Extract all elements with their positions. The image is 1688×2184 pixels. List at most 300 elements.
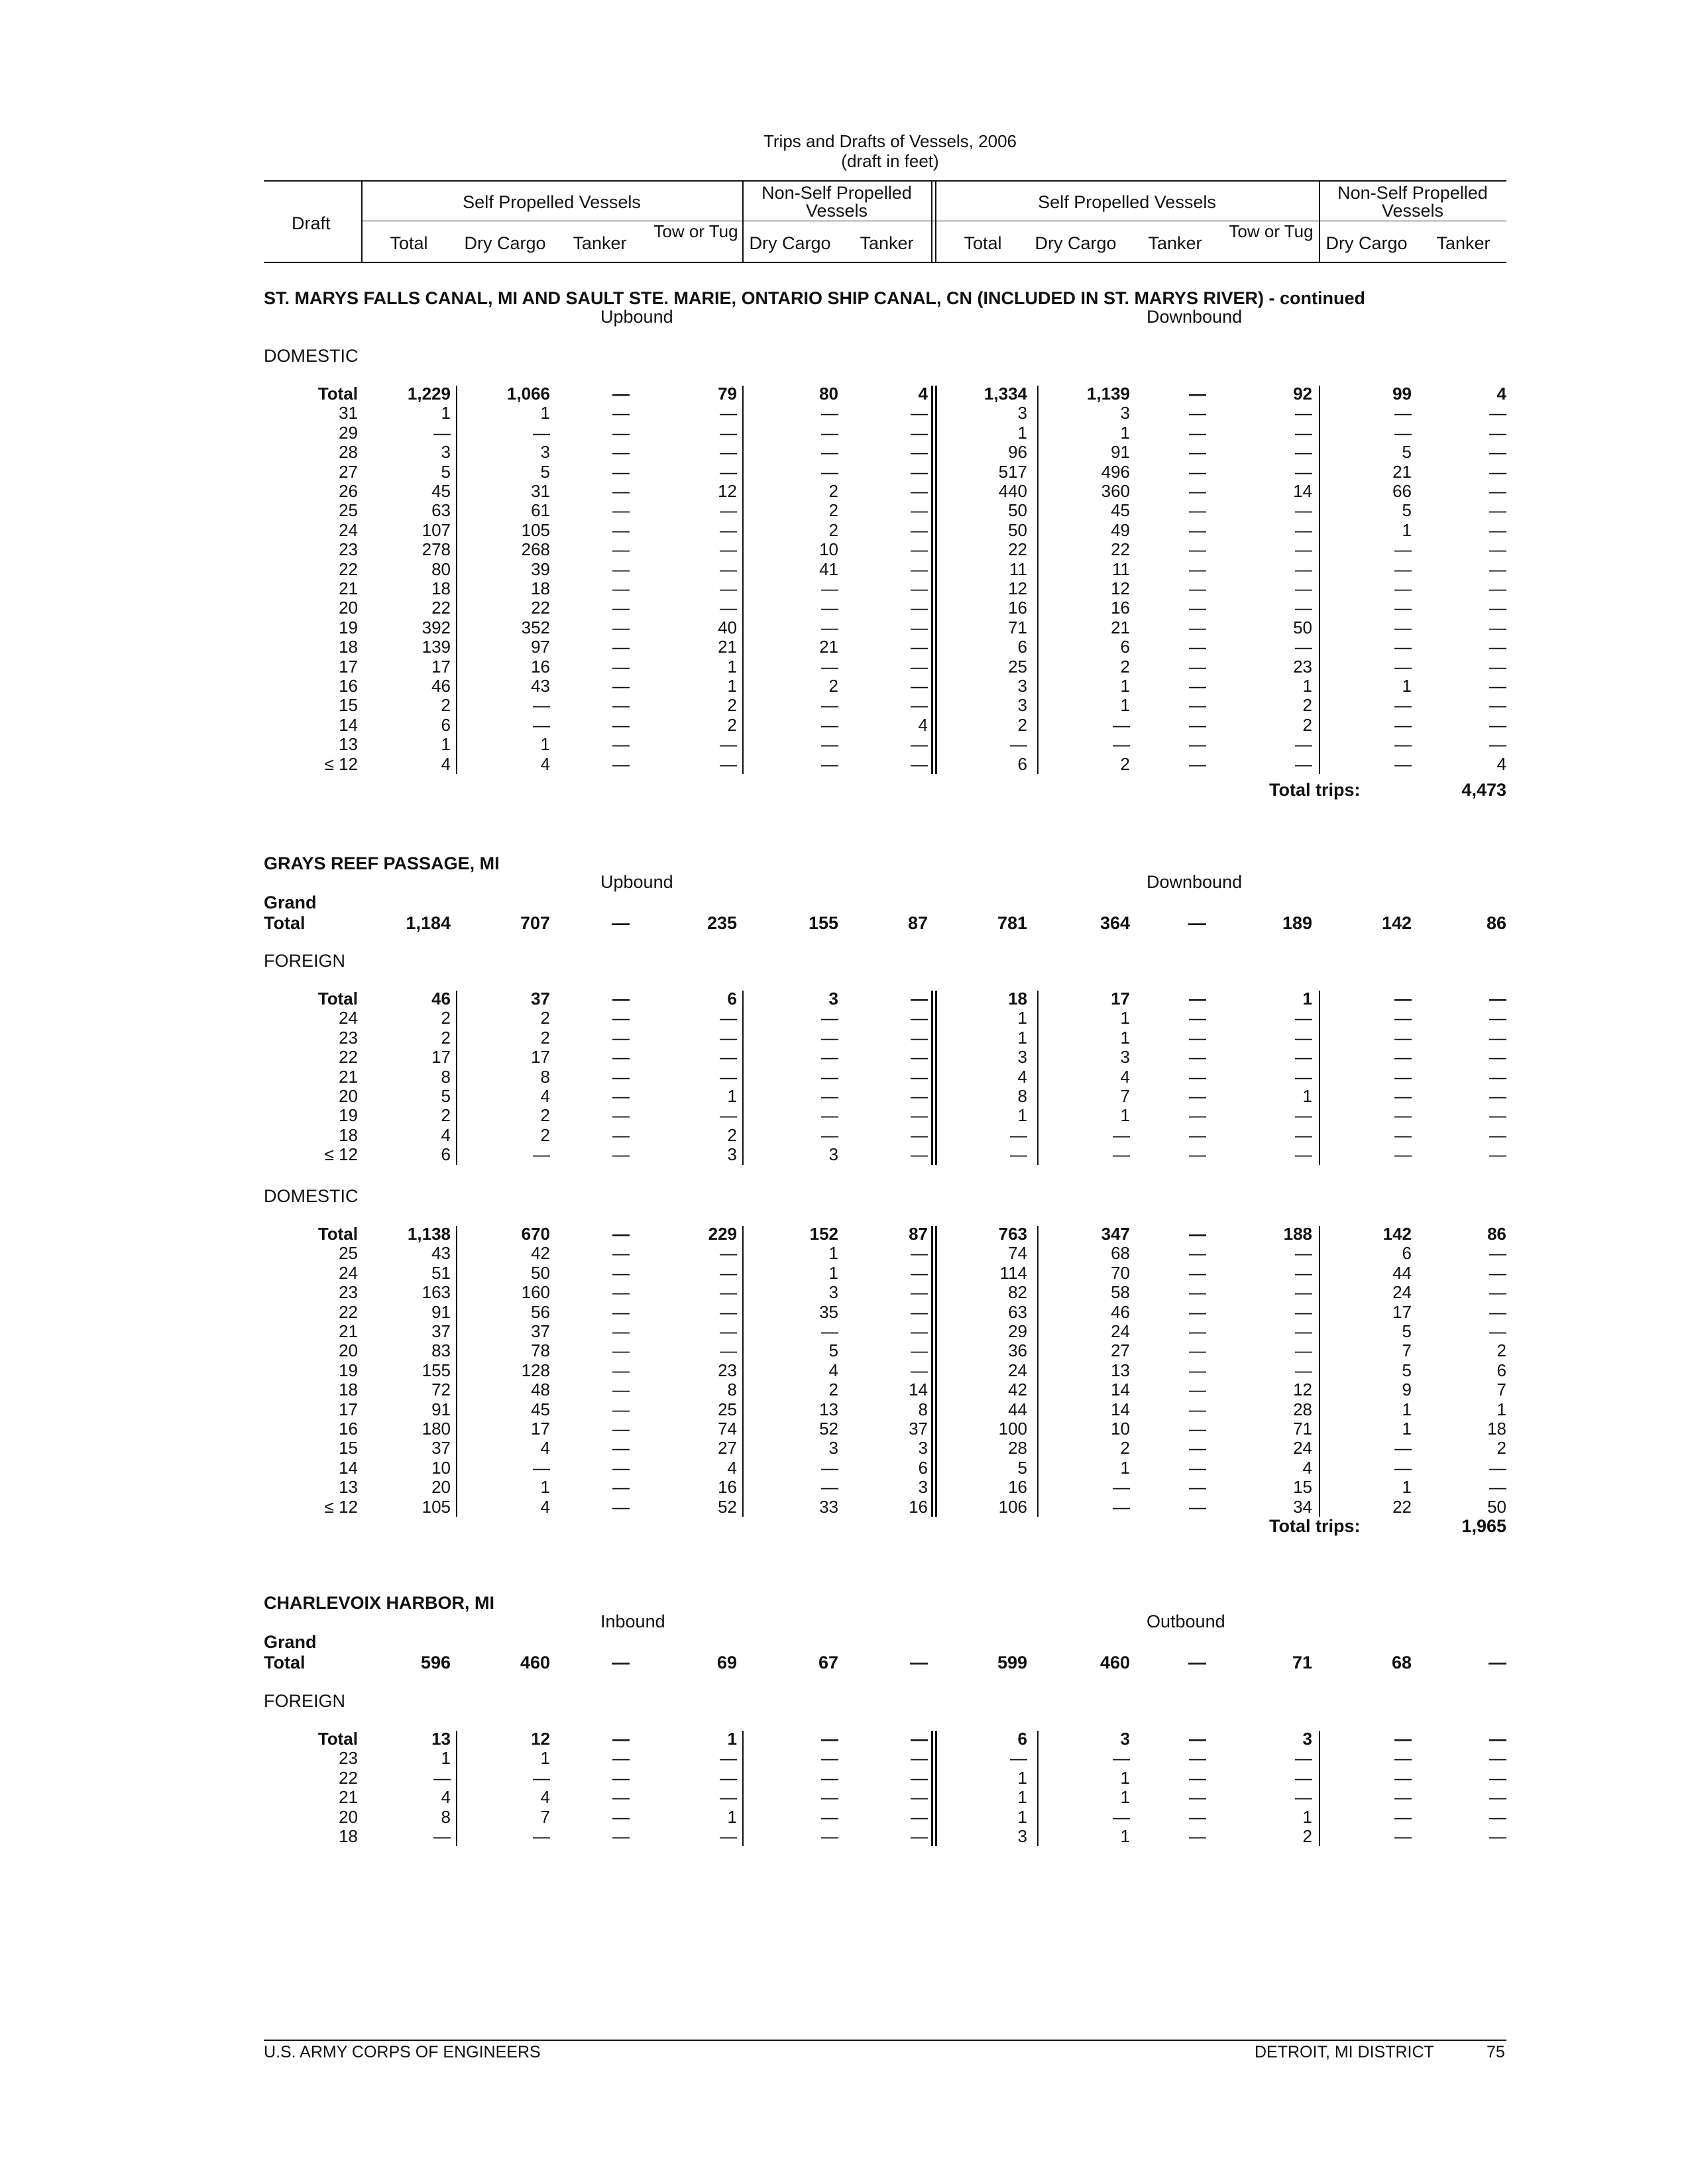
draft-cell: Total	[317, 1224, 358, 1244]
value-cell: 8	[918, 1399, 928, 1419]
value-cell: 100	[998, 1419, 1027, 1439]
value-cell: 17	[531, 1047, 550, 1067]
value-cell: 17	[431, 1047, 451, 1067]
value-cell: 80	[431, 559, 451, 579]
value-cell: 1	[1017, 423, 1027, 443]
value-cell: —	[1295, 539, 1312, 559]
value-cell: 6	[441, 715, 451, 735]
value-cell: —	[821, 403, 838, 423]
value-cell: —	[1394, 1105, 1412, 1125]
column-header-label: Dry Cargo	[749, 233, 831, 253]
value-cell: —	[1189, 1807, 1206, 1827]
draft-cell: 16	[339, 676, 358, 696]
table-row	[0, 1322, 1688, 1341]
value-cell: —	[911, 1787, 928, 1807]
value-cell: 80	[819, 384, 838, 404]
value-cell: —	[1189, 1008, 1206, 1028]
value-cell: —	[1295, 1282, 1312, 1302]
value-cell: —	[612, 1360, 630, 1380]
value-cell: —	[1489, 734, 1506, 754]
grand-total-value: 142	[1381, 913, 1412, 933]
value-cell: 1	[1402, 520, 1412, 540]
value-cell: 24	[1392, 1282, 1412, 1302]
value-cell: —	[1489, 1729, 1506, 1749]
table-row	[0, 463, 1688, 482]
value-cell: —	[612, 695, 630, 715]
value-cell: 1	[727, 676, 737, 696]
page-title-line1: Trips and Drafts of Vessels, 2006	[763, 131, 1017, 151]
value-cell: —	[821, 1826, 838, 1846]
value-cell: —	[612, 1028, 630, 1048]
value-cell: —	[1489, 442, 1506, 462]
value-cell: —	[1189, 1748, 1206, 1768]
value-cell: 6	[1496, 1360, 1506, 1380]
table-row	[0, 1749, 1688, 1768]
value-cell: 16	[718, 1477, 737, 1497]
value-cell: —	[1189, 1047, 1206, 1067]
value-cell: —	[612, 1243, 630, 1263]
value-cell: 17	[531, 1419, 550, 1439]
value-cell: 50	[1008, 520, 1027, 540]
table-row	[0, 482, 1688, 501]
value-cell: —	[911, 1340, 928, 1360]
value-cell: —	[1189, 1399, 1206, 1419]
value-cell: —	[612, 1144, 630, 1164]
value-cell: 16	[531, 657, 550, 677]
value-cell: —	[1489, 1008, 1506, 1028]
value-cell: —	[821, 1787, 838, 1807]
value-cell: —	[1489, 637, 1506, 657]
value-cell: 2	[727, 715, 737, 735]
value-cell: 14	[1111, 1380, 1130, 1399]
table-row	[0, 579, 1688, 598]
value-cell: —	[911, 559, 928, 579]
value-cell: 91	[431, 1302, 451, 1322]
value-cell: —	[720, 403, 737, 423]
value-cell: 163	[422, 1282, 451, 1302]
value-cell: —	[911, 1105, 928, 1125]
value-cell: —	[821, 598, 838, 618]
category-label: DOMESTIC	[264, 1186, 359, 1206]
page-number: 75	[1487, 2043, 1505, 2061]
value-cell: 17	[431, 657, 451, 677]
value-cell: 6	[1120, 637, 1130, 657]
value-cell: 92	[1293, 384, 1312, 404]
value-cell: —	[821, 754, 838, 774]
value-cell: 3	[1017, 695, 1027, 715]
table-row	[0, 1126, 1688, 1145]
value-cell: —	[1295, 1125, 1312, 1145]
value-cell: —	[1295, 1067, 1312, 1087]
value-cell: —	[612, 734, 630, 754]
value-cell: —	[1189, 442, 1206, 462]
draft-cell: 20	[339, 1340, 358, 1360]
value-cell: 3	[828, 1282, 838, 1302]
value-cell: —	[612, 1282, 630, 1302]
table-row	[0, 637, 1688, 657]
value-cell: 5	[1402, 442, 1412, 462]
value-cell: —	[821, 1125, 838, 1145]
value-cell: 91	[431, 1399, 451, 1419]
value-cell: 2	[727, 695, 737, 715]
grand-total-value: 67	[818, 1653, 838, 1672]
value-cell: —	[1489, 657, 1506, 677]
value-cell: 2	[828, 676, 838, 696]
value-cell: 7	[1402, 1340, 1412, 1360]
value-cell: —	[1394, 1028, 1412, 1048]
draft-cell: 22	[339, 1047, 358, 1067]
value-cell: —	[612, 1340, 630, 1360]
value-cell: —	[1489, 1748, 1506, 1768]
value-cell: —	[612, 989, 630, 1009]
value-cell: —	[1295, 1340, 1312, 1360]
value-cell: 68	[1111, 1243, 1130, 1263]
value-cell: —	[720, 442, 737, 462]
value-cell: 4	[918, 384, 928, 404]
value-cell: —	[1189, 481, 1206, 501]
value-cell: —	[1189, 1144, 1206, 1164]
grand-label-line1: Grand	[264, 893, 317, 912]
table-row	[0, 1788, 1688, 1807]
value-cell: 3	[1302, 1729, 1312, 1749]
value-cell: —	[821, 1086, 838, 1106]
value-cell: 2	[540, 1028, 550, 1048]
value-cell: 4	[441, 1787, 451, 1807]
grand-total-value: 596	[420, 1653, 451, 1672]
value-cell: 3	[441, 442, 451, 462]
value-cell: —	[1489, 1047, 1506, 1067]
value-cell: —	[911, 1321, 928, 1341]
value-cell: 180	[422, 1419, 451, 1439]
value-cell: 1	[1120, 1787, 1130, 1807]
draft-cell: 19	[339, 1360, 358, 1380]
draft-cell: Total	[317, 1729, 358, 1749]
value-cell: —	[1189, 1768, 1206, 1788]
value-cell: 1	[441, 734, 451, 754]
value-cell: 25	[1008, 657, 1027, 677]
table-row	[0, 1729, 1688, 1749]
value-cell: 5	[1402, 1360, 1412, 1380]
value-cell: 1	[1017, 1787, 1027, 1807]
value-cell: —	[612, 1302, 630, 1322]
total-trips-value: 1,965	[1461, 1516, 1506, 1536]
value-cell: 11	[1112, 559, 1130, 579]
value-cell: —	[911, 637, 928, 657]
value-cell: —	[1295, 1787, 1312, 1807]
value-cell: —	[612, 462, 630, 482]
draft-cell: 21	[339, 1787, 358, 1807]
value-cell: 45	[531, 1399, 550, 1419]
draft-cell: 27	[339, 462, 358, 482]
draft-cell: ≤ 12	[324, 1497, 358, 1517]
value-cell: 1	[1017, 1028, 1027, 1048]
value-cell: 12	[1293, 1380, 1312, 1399]
table-row	[0, 1264, 1688, 1283]
value-cell: 37	[909, 1419, 928, 1439]
value-cell: 352	[521, 618, 550, 637]
grand-total-value: 781	[997, 913, 1027, 933]
value-cell: 13	[1111, 1360, 1130, 1380]
draft-cell: 29	[339, 423, 358, 443]
value-cell: 40	[718, 618, 737, 637]
value-cell: —	[1394, 657, 1412, 677]
value-cell: 79	[718, 384, 737, 404]
table-row	[0, 1087, 1688, 1106]
value-cell: —	[911, 618, 928, 637]
value-cell: 2	[1302, 1826, 1312, 1846]
value-cell: —	[1189, 1787, 1206, 1807]
value-cell: —	[1489, 1807, 1506, 1827]
table-row	[0, 1303, 1688, 1322]
value-cell: —	[612, 384, 630, 404]
value-cell: —	[1394, 1729, 1412, 1749]
value-cell: —	[821, 462, 838, 482]
value-cell: —	[1489, 1768, 1506, 1788]
value-cell: —	[612, 1826, 630, 1846]
value-cell: —	[720, 1008, 737, 1028]
grand-total-value: 87	[907, 913, 928, 933]
value-cell: —	[1489, 1144, 1506, 1164]
value-cell: —	[1394, 1067, 1412, 1087]
value-cell: 74	[1008, 1243, 1027, 1263]
table-row	[0, 1827, 1688, 1846]
value-cell: 1	[1120, 1768, 1130, 1788]
value-cell: 42	[1008, 1380, 1027, 1399]
value-cell: 1	[1120, 695, 1130, 715]
header-self-propelled-right: Self Propelled Vessels	[1038, 192, 1216, 212]
value-cell: —	[1189, 676, 1206, 696]
value-cell: —	[1394, 1086, 1412, 1106]
grand-label-line2: Total	[264, 1653, 306, 1672]
value-cell: 392	[422, 618, 451, 637]
value-cell: —	[911, 462, 928, 482]
column-header-label: Tanker	[1148, 233, 1202, 253]
total-trips-value: 4,473	[1461, 780, 1506, 800]
table-row	[0, 755, 1688, 774]
value-cell: —	[612, 1125, 630, 1145]
value-cell: 22	[431, 598, 451, 618]
value-cell: 56	[531, 1302, 550, 1322]
value-cell: —	[1394, 1047, 1412, 1067]
value-cell: —	[1189, 657, 1206, 677]
value-cell: 6	[1017, 637, 1027, 657]
value-cell: 105	[521, 520, 550, 540]
value-cell: 10	[431, 1458, 451, 1478]
value-cell: —	[1295, 462, 1312, 482]
value-cell: 1,334	[984, 384, 1027, 404]
column-header-label: Tanker	[1436, 233, 1491, 253]
value-cell: —	[1295, 1047, 1312, 1067]
value-cell: 42	[531, 1243, 550, 1263]
value-cell: 4	[727, 1458, 737, 1478]
value-cell: —	[911, 1282, 928, 1302]
value-cell: —	[1489, 676, 1506, 696]
value-cell: —	[1010, 1748, 1027, 1768]
value-cell: —	[1189, 598, 1206, 618]
value-cell: 1	[1402, 1477, 1412, 1497]
value-cell: 2	[441, 1105, 451, 1125]
value-cell: —	[1489, 539, 1506, 559]
value-cell: 4	[540, 1438, 550, 1458]
value-cell: 360	[1101, 481, 1130, 501]
value-cell: 1	[1302, 676, 1312, 696]
value-cell: 20	[431, 1477, 451, 1497]
draft-cell: 22	[339, 1768, 358, 1788]
table-row	[0, 1225, 1688, 1244]
value-cell: 142	[1382, 1224, 1412, 1244]
value-cell: —	[612, 1399, 630, 1419]
value-cell: —	[612, 1047, 630, 1067]
direction-label-left: Upbound	[600, 307, 673, 327]
value-cell: —	[1489, 1477, 1506, 1497]
total-trips-label: Total trips:	[1269, 1516, 1361, 1536]
value-cell: —	[1295, 1302, 1312, 1322]
value-cell: —	[1189, 1263, 1206, 1283]
value-cell: —	[720, 1340, 737, 1360]
value-cell: —	[1189, 715, 1206, 735]
value-cell: —	[1394, 618, 1412, 637]
grand-total-value: 460	[1099, 1653, 1130, 1672]
value-cell: 1	[1120, 1028, 1130, 1048]
grand-total-value: 235	[706, 913, 737, 933]
value-cell: 10	[1111, 1419, 1130, 1439]
value-cell: 25	[718, 1399, 737, 1419]
value-cell: —	[720, 1282, 737, 1302]
value-cell: —	[1394, 1144, 1412, 1164]
value-cell: —	[720, 578, 737, 598]
value-cell: 58	[1111, 1282, 1130, 1302]
draft-cell: 21	[339, 1321, 358, 1341]
value-cell: —	[821, 657, 838, 677]
value-cell: —	[911, 1086, 928, 1106]
value-cell: —	[533, 1458, 550, 1478]
table-row	[0, 1380, 1688, 1399]
draft-cell: 28	[339, 442, 358, 462]
value-cell: 13	[819, 1399, 838, 1419]
value-cell: 1	[727, 1807, 737, 1827]
value-cell: —	[1295, 520, 1312, 540]
value-cell: —	[533, 715, 550, 735]
value-cell: —	[1489, 1302, 1506, 1322]
value-cell: 6	[727, 989, 737, 1009]
value-cell: —	[1489, 1826, 1506, 1846]
draft-cell: 19	[339, 618, 358, 637]
value-cell: 1	[828, 1263, 838, 1283]
value-cell: —	[1189, 500, 1206, 520]
value-cell: —	[1489, 578, 1506, 598]
value-cell: —	[1189, 1282, 1206, 1302]
value-cell: 10	[819, 539, 838, 559]
value-cell: 160	[521, 1282, 550, 1302]
value-cell: —	[821, 715, 838, 735]
value-cell: 24	[1293, 1438, 1312, 1458]
value-cell: 45	[1111, 500, 1130, 520]
value-cell: 21	[1111, 618, 1130, 637]
value-cell: —	[612, 500, 630, 520]
value-cell: 43	[431, 1243, 451, 1263]
value-cell: —	[720, 500, 737, 520]
value-cell: —	[533, 1144, 550, 1164]
value-cell: 1	[1302, 1086, 1312, 1106]
value-cell: —	[1295, 423, 1312, 443]
value-cell: 21	[1392, 462, 1412, 482]
value-cell: —	[1394, 1768, 1412, 1788]
value-cell: —	[911, 1008, 928, 1028]
value-cell: —	[1189, 989, 1206, 1009]
value-cell: —	[821, 442, 838, 462]
draft-cell: 23	[339, 1282, 358, 1302]
column-header-label: Tanker	[860, 233, 914, 253]
value-cell: —	[911, 1302, 928, 1322]
value-cell: —	[1295, 442, 1312, 462]
value-cell: —	[1489, 423, 1506, 443]
draft-cell: 20	[339, 1807, 358, 1827]
value-cell: 11	[1009, 559, 1027, 579]
value-cell: 4	[441, 1125, 451, 1145]
value-cell: 17	[1392, 1302, 1412, 1322]
value-cell: 1	[1120, 1008, 1130, 1028]
value-cell: —	[1489, 618, 1506, 637]
value-cell: 50	[1487, 1497, 1506, 1517]
table-row	[0, 1769, 1688, 1788]
value-cell: —	[821, 1105, 838, 1125]
value-cell: —	[612, 1105, 630, 1125]
value-cell: —	[612, 1458, 630, 1478]
draft-cell: 24	[339, 1263, 358, 1283]
value-cell: 4	[1302, 1458, 1312, 1478]
value-cell: —	[1295, 1321, 1312, 1341]
value-cell: —	[533, 1768, 550, 1788]
column-header-label: Tow or Tug	[1229, 221, 1314, 241]
value-cell: 139	[422, 637, 451, 657]
value-cell: 107	[422, 520, 451, 540]
value-cell: —	[1394, 715, 1412, 735]
value-cell: 347	[1101, 1224, 1130, 1244]
value-cell: 670	[521, 1224, 550, 1244]
value-cell: —	[1394, 559, 1412, 579]
draft-cell: 23	[339, 1748, 358, 1768]
value-cell: —	[1189, 1067, 1206, 1087]
value-cell: 37	[431, 1438, 451, 1458]
table-row	[0, 657, 1688, 677]
value-cell: —	[1010, 1144, 1027, 1164]
value-cell: 1	[1017, 1008, 1027, 1028]
value-cell: —	[1189, 618, 1206, 637]
value-cell: —	[1189, 1028, 1206, 1048]
value-cell: 1,139	[1086, 384, 1130, 404]
value-cell: 1	[1496, 1399, 1506, 1419]
value-cell: —	[911, 520, 928, 540]
draft-cell: 14	[339, 715, 358, 735]
value-cell: —	[612, 520, 630, 540]
value-cell: —	[911, 539, 928, 559]
value-cell: —	[1394, 578, 1412, 598]
draft-cell: 17	[339, 657, 358, 677]
value-cell: —	[911, 1067, 928, 1087]
value-cell: 37	[431, 1321, 451, 1341]
value-cell: —	[612, 1787, 630, 1807]
column-header-label: Dry Cargo	[464, 233, 546, 253]
value-cell: —	[911, 403, 928, 423]
value-cell: 45	[431, 481, 451, 501]
value-cell: 2	[1496, 1340, 1506, 1360]
value-cell: 31	[531, 481, 550, 501]
header-self-propelled-left: Self Propelled Vessels	[463, 192, 641, 212]
value-cell: 2	[1120, 657, 1130, 677]
value-cell: 46	[431, 989, 451, 1009]
value-cell: —	[612, 1321, 630, 1341]
value-cell: —	[720, 1787, 737, 1807]
